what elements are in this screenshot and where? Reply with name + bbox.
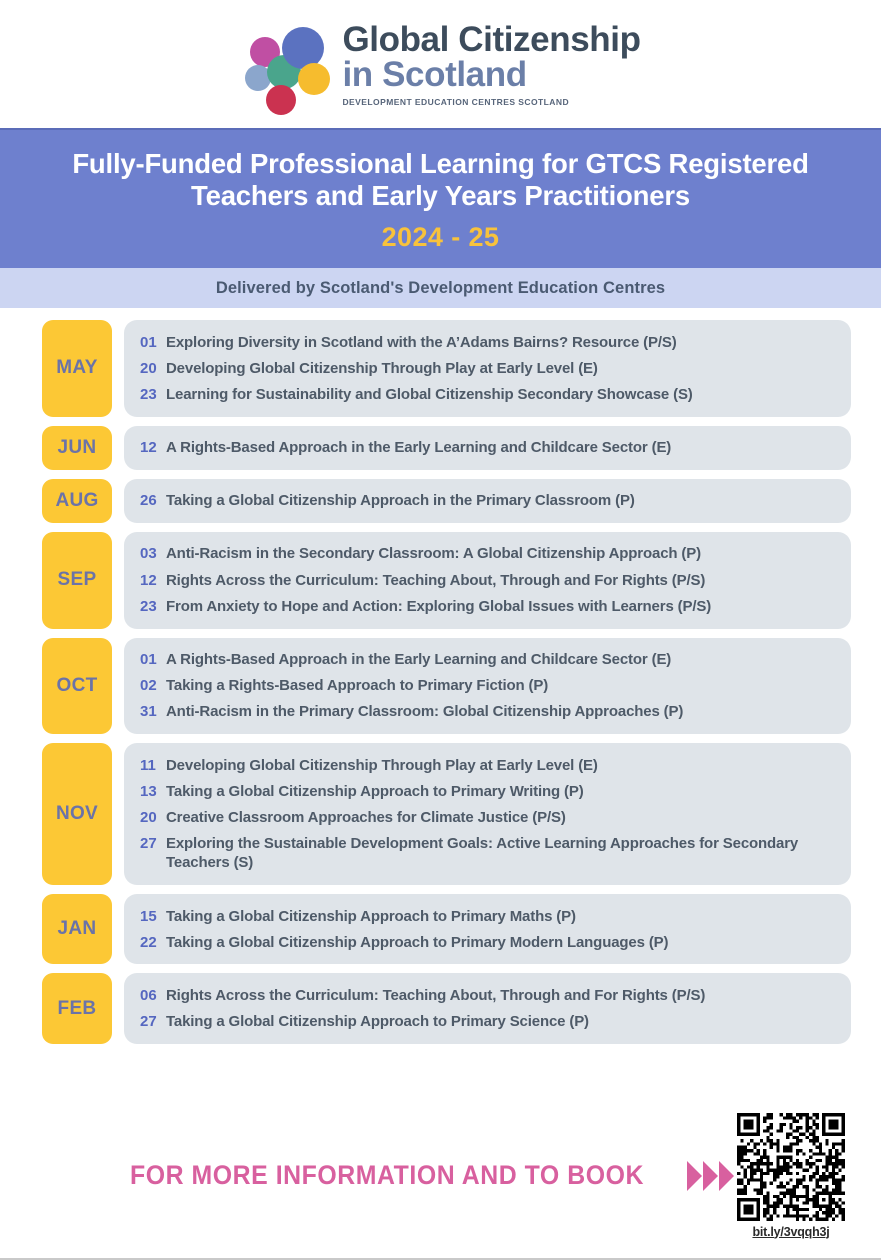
month-row (42, 479, 851, 523)
month-events-panel (124, 973, 851, 1043)
event-day: 11 (140, 756, 156, 774)
event-item[interactable] (140, 381, 837, 407)
month-events-panel (124, 320, 851, 417)
qr-code-icon[interactable] (737, 1113, 845, 1221)
event-day: 26 (140, 492, 157, 510)
logo-header (0, 0, 881, 128)
event-item[interactable] (140, 541, 837, 567)
event-day: 12 (140, 439, 157, 457)
event-item[interactable] (140, 752, 837, 778)
month-events-panel (124, 894, 851, 964)
event-item[interactable] (140, 647, 837, 673)
event-day: 13 (140, 782, 157, 800)
event-item[interactable] (140, 982, 837, 1008)
event-day: 15 (140, 907, 157, 925)
chevron-right-icon (719, 1161, 734, 1191)
event-day: 20 (140, 359, 157, 377)
qr-link-label[interactable]: bit.ly/3vqqh3j (752, 1224, 830, 1239)
month-row (42, 532, 851, 629)
banner-title-line-1: Fully-Funded Professional Learning for GTCS Registered (72, 148, 809, 179)
event-day: 22 (140, 933, 157, 951)
logo-dots-icon (240, 25, 332, 103)
month-badge-jan: JAN (42, 894, 112, 964)
logo-line-1: Global Citizenship (342, 19, 641, 59)
event-item[interactable] (140, 929, 837, 955)
subtitle-band (0, 268, 881, 308)
logo-subtitle: DEVELOPMENT EDUCATION CENTRES SCOTLAND (342, 96, 570, 107)
chevron-right-icon (687, 1161, 702, 1191)
chevron-right-icon-group (687, 1161, 734, 1191)
event-title: A Rights-Based Approach in the Early Learning and Childcare Sector (E) (166, 651, 672, 668)
event-title: Rights Across the Curriculum: Teaching About, Through and For Rights (P/S) (166, 986, 706, 1004)
event-item[interactable] (140, 567, 837, 593)
event-item[interactable] (140, 903, 837, 929)
cta-label: FOR MORE INFORMATION AND TO BOOK (130, 1160, 644, 1190)
month-badge-aug: AUG (42, 479, 112, 523)
month-events-panel (124, 532, 851, 629)
logo-dot-crimson-icon (266, 85, 296, 115)
schedule-list (0, 308, 881, 1093)
event-day: 06 (140, 986, 157, 1004)
month-events-panel (124, 638, 851, 735)
event-item[interactable] (140, 329, 837, 355)
month-row (42, 426, 851, 470)
event-title: Exploring the Sustainable Development Goals: Active Learning Approaches for Secondary Teachers (S) (166, 835, 799, 872)
event-item[interactable] (140, 593, 837, 619)
event-item[interactable] (140, 804, 837, 830)
banner-title-line-2: Teachers and Early Years Practitioners (191, 180, 690, 212)
month-row (42, 743, 851, 885)
event-title: Creative Classroom Approaches for Climate Justice (P/S) (166, 808, 566, 826)
cta-block (130, 1160, 737, 1191)
month-row (42, 320, 851, 417)
event-day: 01 (140, 333, 157, 351)
event-day: 12 (140, 571, 157, 589)
event-title: Learning for Sustainability and Global Citizenship Secondary Showcase (S) (166, 385, 693, 403)
event-item[interactable] (140, 355, 837, 381)
event-item[interactable] (140, 435, 837, 461)
event-day: 27 (140, 1013, 157, 1031)
event-title: Taking a Global Citizenship Approach to Primary Modern Languages (P) (166, 933, 669, 951)
banner-years: 2024 - 25 (381, 221, 500, 252)
event-day: 20 (140, 808, 157, 826)
event-title: Anti-Racism in the Primary Classroom: Global Citizenship Approaches (P) (166, 703, 684, 721)
event-item[interactable] (140, 488, 837, 514)
month-row (42, 973, 851, 1043)
subtitle-text: Delivered by Scotland's Development Education Centres (215, 278, 666, 297)
event-title: Developing Global Citizenship Through Play at Early Level (E) (166, 756, 598, 774)
month-badge-nov: NOV (42, 743, 112, 885)
month-events-panel (124, 426, 851, 470)
event-day: 23 (140, 385, 157, 403)
event-title: Rights Across the Curriculum: Teaching About, Through and For Rights (P/S) (166, 571, 706, 589)
event-item[interactable] (140, 699, 837, 725)
event-item[interactable] (140, 831, 837, 876)
chevron-right-icon (703, 1161, 718, 1191)
logo-dot-yellow-icon (298, 63, 330, 95)
month-badge-sep: SEP (42, 532, 112, 629)
month-badge-oct: OCT (42, 638, 112, 735)
event-title: Taking a Rights-Based Approach to Primary Fiction (P) (166, 677, 549, 695)
month-badge-jun: JUN (42, 426, 112, 470)
month-events-panel (124, 743, 851, 885)
event-title: From Anxiety to Hope and Action: Exploring Global Issues with Learners (P/S) (166, 597, 712, 615)
event-title: Anti-Racism in the Secondary Classroom: A Global Citizenship Approach (P) (166, 545, 701, 563)
title-banner (0, 128, 881, 268)
month-row (42, 638, 851, 735)
brand-logo (240, 19, 641, 107)
qr-block[interactable] (737, 1113, 845, 1239)
event-day: 23 (140, 597, 157, 615)
month-badge-may: MAY (42, 320, 112, 417)
event-title: Taking a Global Citizenship Approach to Primary Maths (P) (166, 907, 576, 925)
event-title: Taking a Global Citizenship Approach to Primary Writing (P) (166, 782, 584, 800)
event-title: Taking a Global Citizenship Approach to Primary Science (P) (166, 1013, 589, 1031)
event-title: A Rights-Based Approach in the Early Learning and Childcare Sector (E) (166, 439, 672, 457)
month-events-panel (124, 479, 851, 523)
logo-wordmark (342, 19, 641, 107)
event-day: 31 (140, 703, 157, 721)
logo-line-2: in Scotland (342, 55, 527, 95)
event-day: 01 (140, 651, 157, 668)
event-item[interactable] (140, 778, 837, 804)
event-day: 27 (140, 835, 157, 853)
event-title: Taking a Global Citizenship Approach in the Primary Classroom (P) (166, 492, 635, 510)
event-day: 03 (140, 545, 157, 563)
footer (0, 1093, 881, 1258)
event-title: Exploring Diversity in Scotland with the A’Adams Bairns? Resource (P/S) (166, 333, 677, 351)
event-title: Developing Global Citizenship Through Play at Early Level (E) (166, 359, 598, 377)
event-item[interactable] (140, 673, 837, 699)
month-badge-feb: FEB (42, 973, 112, 1043)
event-day: 02 (140, 677, 157, 695)
event-item[interactable] (140, 1009, 837, 1035)
month-row (42, 894, 851, 964)
